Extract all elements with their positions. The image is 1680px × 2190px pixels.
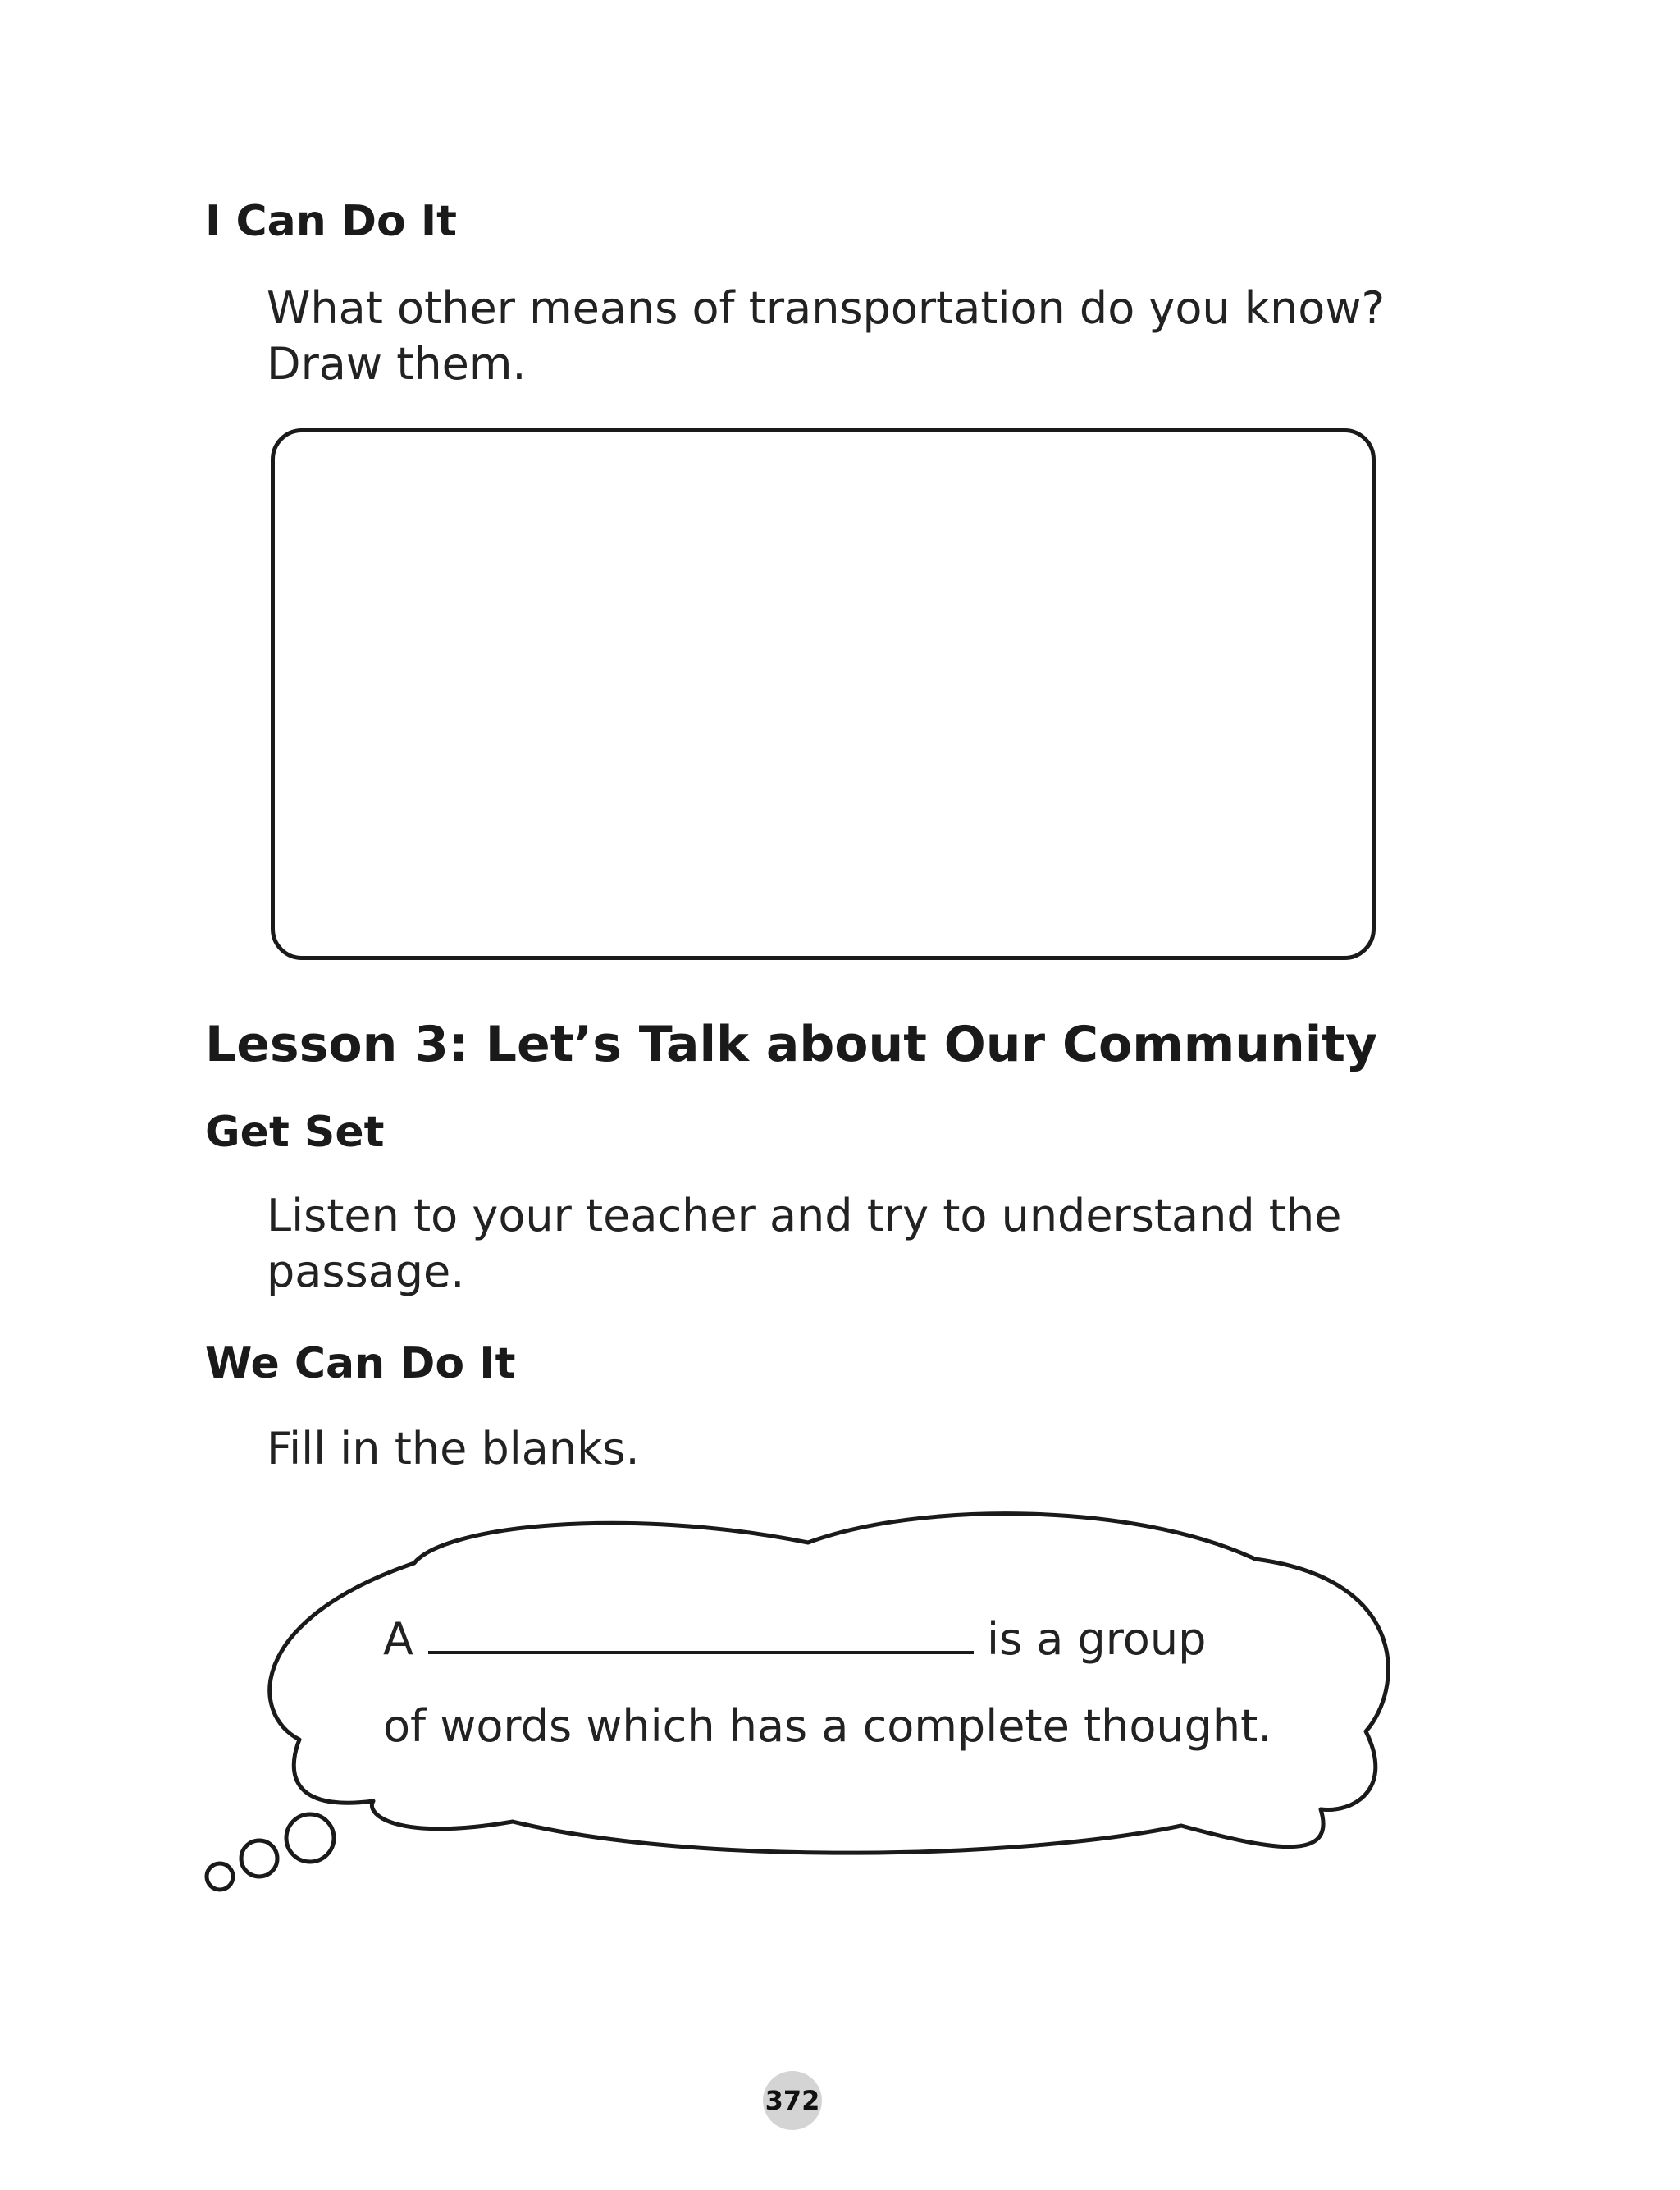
thought-bubble-large — [286, 1814, 334, 1862]
instruction-line: Listen to your teacher and try to understand the — [267, 1190, 1342, 1241]
drawing-area[interactable] — [271, 428, 1376, 960]
section-heading-we-can-do-it: We Can Do It — [205, 1339, 516, 1388]
instruction-line: What other means of transportation do you know? — [267, 282, 1386, 334]
section-heading-get-set: Get Set — [205, 1108, 385, 1157]
cloud-sentence-line2: of words which has a complete thought. — [383, 1700, 1272, 1752]
instruction-fill-blanks: Fill in the blanks. — [267, 1423, 640, 1474]
page-number: 372 — [765, 2085, 820, 2116]
thought-cloud-outline — [270, 1514, 1388, 1853]
cloud-sentence-line1 — [383, 1610, 1206, 1667]
lesson-title: Lesson 3: Let’s Talk about Our Community — [205, 1016, 1378, 1073]
cloud-text-before-blank: A — [383, 1613, 413, 1665]
thought-bubble-small — [207, 1863, 233, 1890]
page-number-badge — [763, 2071, 822, 2130]
thought-bubble-medium — [241, 1840, 277, 1877]
instruction-line: passage. — [267, 1246, 465, 1297]
instruction-line: Draw them. — [267, 338, 527, 390]
answer-blank[interactable] — [428, 1610, 974, 1654]
instruction-listen — [267, 1188, 1341, 1300]
instruction-transportation — [267, 281, 1385, 392]
section-heading-i-can-do-it: I Can Do It — [205, 197, 458, 246]
cloud-text-after-blank: is a group — [986, 1613, 1207, 1665]
